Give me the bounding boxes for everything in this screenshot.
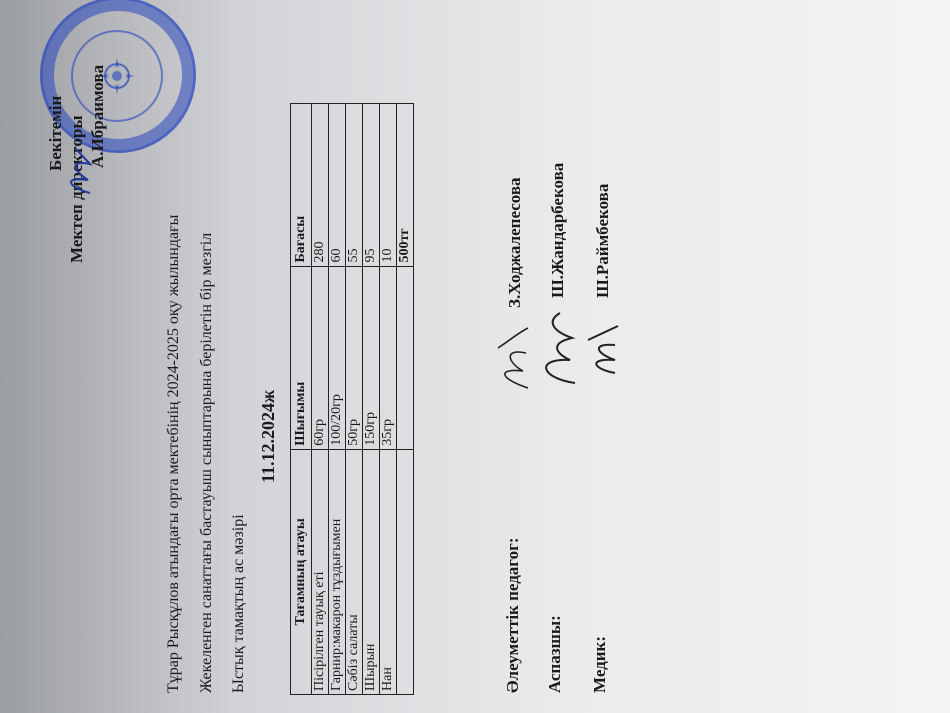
dish-price: 10 [380, 104, 397, 267]
dish-price: 280 [312, 104, 329, 267]
table-row [329, 104, 346, 695]
signature-name: З.Ходжалепесова [505, 177, 524, 308]
dish-name: Сәбіз салаты [346, 449, 363, 694]
dish-yield: 100/20гр [329, 266, 346, 449]
cook-signature-icon [530, 308, 585, 388]
dish-price: 60 [329, 104, 346, 267]
dish-name: Нан [380, 449, 397, 694]
approval-title: Бекітемін [46, 95, 65, 171]
dish-name: Гарнир:макарон тұздығымен [329, 449, 346, 694]
signature-role: Әлеуметтік педагог: [503, 537, 522, 693]
table-total-row [397, 104, 414, 695]
column-header-dish: Тағамның атауы [291, 449, 312, 694]
dish-price: 95 [363, 104, 380, 267]
column-header-price: Бағасы [291, 104, 312, 267]
header-line-1: Тұрар Рысқұлов атындағы орта мектебінің 2024-2025 оқу жылындағы [165, 214, 182, 693]
dish-yield: 50гр [346, 266, 363, 449]
table-row [346, 104, 363, 695]
dish-yield: 35гр [380, 266, 397, 449]
approval-name: А.Ибраимова [88, 64, 107, 168]
header-line-2: Жекеленген санаттағы бастауыш сыныптарына берілетін бір мезгіл [198, 232, 215, 693]
header-line-3: Ыстық тамақтың ас мәзірі [230, 514, 247, 693]
table-row [380, 104, 397, 695]
column-header-yield: Шығымы [291, 266, 312, 449]
dish-name: Шырын [363, 449, 380, 694]
table-row [312, 104, 329, 695]
signature-role: Медик: [590, 636, 609, 693]
dish-name: Пісірілген тауық еті [312, 449, 329, 694]
table-row [363, 104, 380, 695]
dish-yield: 60гр [312, 266, 329, 449]
dish-price: 55 [346, 104, 363, 267]
director-signature-icon [60, 138, 100, 198]
approval-position: Мектеп директоры [67, 115, 86, 263]
menu-date: 11.12.2024ж [258, 389, 278, 483]
table-header-row [291, 104, 312, 695]
total-empty-cell [397, 266, 414, 449]
total-empty-cell [397, 449, 414, 694]
total-price: 500тг [397, 104, 414, 267]
signature-name: Ш.Раймбекова [593, 183, 612, 298]
dish-yield: 150гр [363, 266, 380, 449]
signature-name: Ш.Жандарбекова [548, 162, 567, 298]
signature-role: Аспазшы: [545, 615, 564, 693]
menu-table [290, 103, 414, 695]
medic-signature-icon [580, 318, 625, 378]
